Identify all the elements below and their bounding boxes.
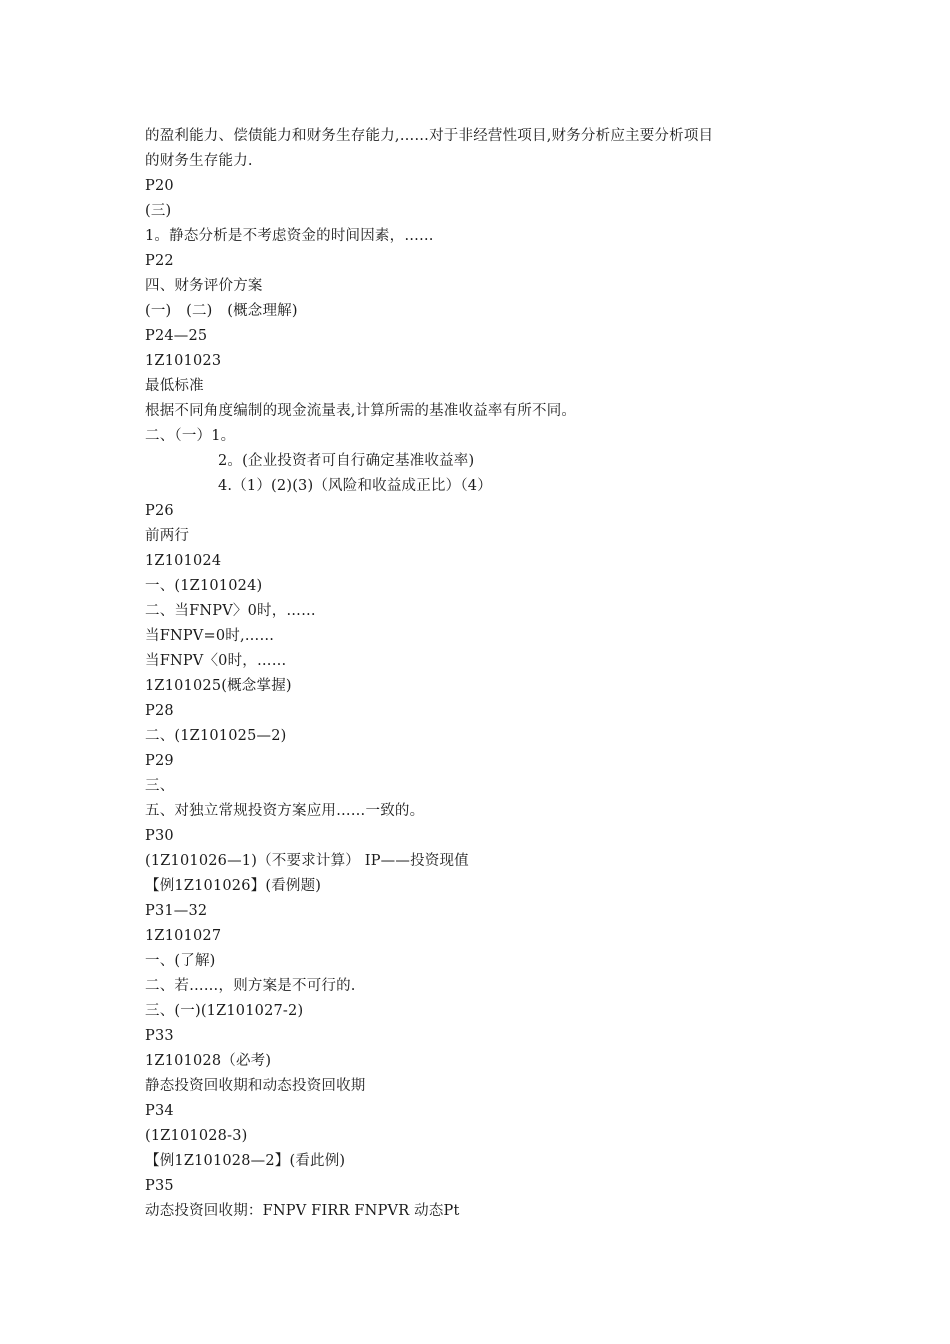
document-body (145, 124, 825, 1224)
page-ref: P24—25 (145, 328, 208, 344)
text-line: 二、(1Z101025—2) (145, 728, 287, 744)
text-line: 的盈利能力、偿债能力和财务生存能力,……对于非经营性项目,财务分析应主要分析项目 (145, 128, 714, 144)
page-ref: P31—32 (145, 903, 208, 919)
page-ref: P33 (145, 1028, 174, 1044)
page-ref: P34 (145, 1103, 174, 1119)
text-line: 1。静态分析是不考虑资金的时间因素，…… (145, 228, 434, 244)
page-ref: P22 (145, 253, 174, 269)
text-line: 一、(1Z101024) (145, 578, 263, 594)
section-code: 1Z101024 (145, 553, 222, 569)
page-ref: P26 (145, 503, 174, 519)
page-ref: P28 (145, 703, 174, 719)
page-ref: P29 (145, 753, 174, 769)
text-line: 【例1Z101026】(看例题) (145, 878, 322, 894)
text-line: 前两行 (145, 528, 190, 544)
page-ref: P20 (145, 178, 174, 194)
text-line: (1Z101028-3) (145, 1128, 248, 1144)
indented-line: 2。(企业投资者可自行确定基准收益率) (218, 453, 475, 469)
page-ref: P30 (145, 828, 174, 844)
section-code: 1Z101023 (145, 353, 222, 369)
section-code: 1Z101027 (145, 928, 222, 944)
text-line: (一) (二) (概念理解) (145, 303, 298, 319)
text-line: 根据不同角度编制的现金流量表,计算所需的基准收益率有所不同。 (145, 403, 577, 419)
page-ref: P35 (145, 1178, 174, 1194)
text-line: 当FNPV〈0时，…… (145, 653, 287, 669)
section-heading: 四、财务评价方案 (145, 278, 263, 294)
text-line: 最低标准 (145, 378, 204, 394)
indented-line: 4.（1）(2)(3)（风险和收益成正比）（4） (218, 478, 492, 494)
text-line: 二、（一）1。 (145, 428, 236, 444)
text-line: 动态投资回收期：FNPV FIRR FNPVR 动态Pt (145, 1203, 460, 1219)
section-code: 1Z101025(概念掌握) (145, 678, 292, 694)
text-line: 二、当FNPV〉0时，…… (145, 603, 316, 619)
text-line: 当FNPV=0时,…… (145, 628, 275, 644)
text-line: 静态投资回收期和动态投资回收期 (145, 1078, 366, 1094)
text-line: 的财务生存能力. (145, 153, 253, 169)
text-line: 三、(一)(1Z101027-2) (145, 1003, 304, 1019)
section-heading: (三) (145, 203, 172, 219)
text-line: 一、(了解) (145, 953, 216, 969)
text-line: 三、 (145, 778, 175, 794)
text-line: 【例1Z101028—2】(看此例) (145, 1153, 346, 1169)
section-code: 1Z101028（必考) (145, 1053, 272, 1069)
text-line: 五、对独立常规投资方案应用……一致的。 (145, 803, 425, 819)
text-line: (1Z101026—1)（不要求计算） IP——投资现值 (145, 853, 469, 869)
text-line: 二、若……，则方案是不可行的. (145, 978, 356, 994)
